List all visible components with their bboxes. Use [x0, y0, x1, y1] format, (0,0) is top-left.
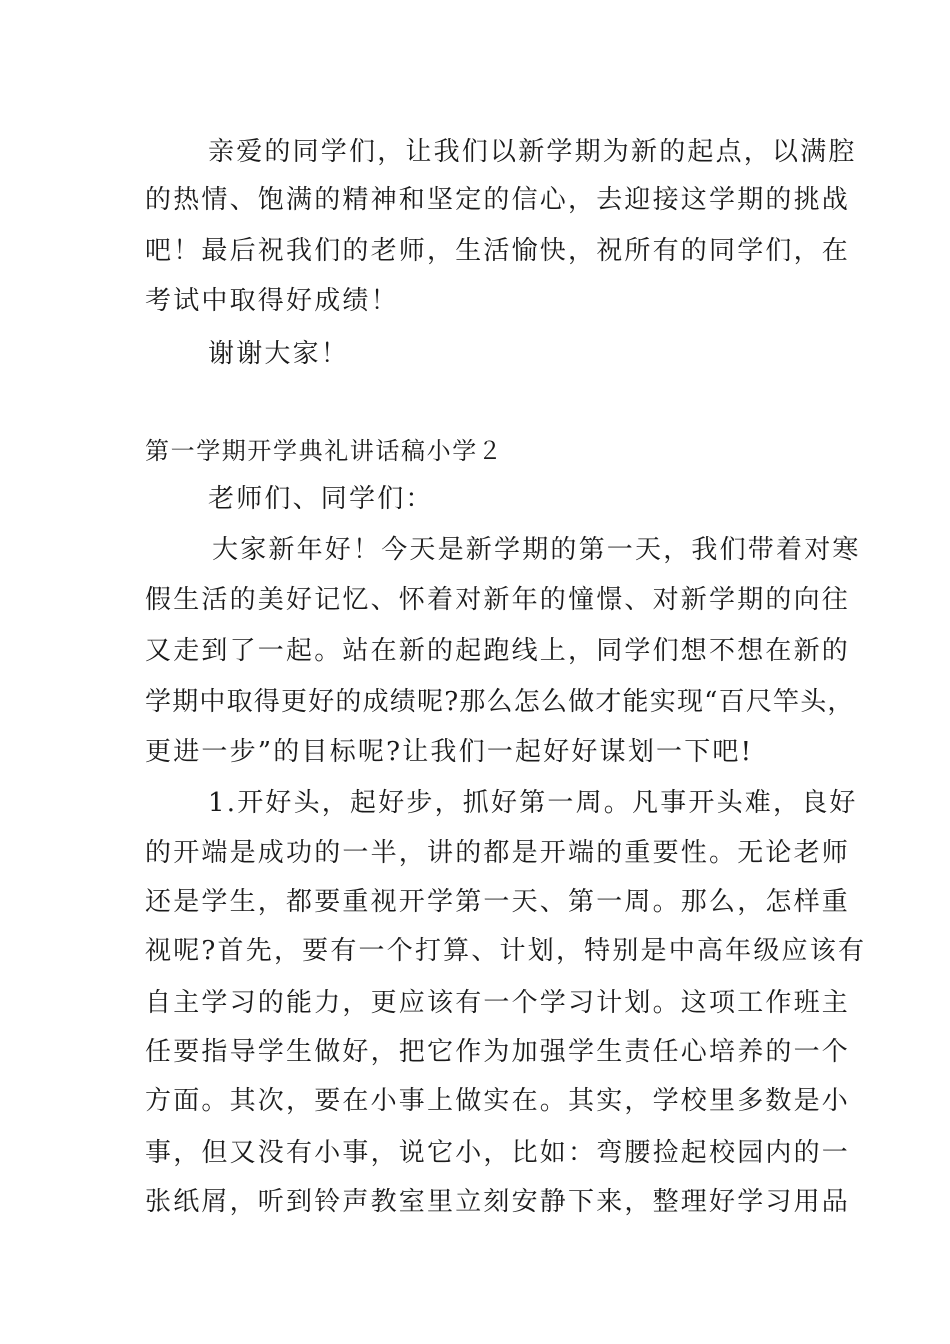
point1-line-6: 任要指导学生做好，把它作为加强学生责任心培养的一个	[145, 1037, 851, 1067]
greeting-line-4: 学期中取得更好的成绩呢?那么怎么做才能实现“百尺竿头，	[145, 687, 855, 717]
closing-line-3: 吧！最后祝我们的老师，生活愉快，祝所有的同学们，在	[145, 236, 851, 266]
point1-line-8: 事，但又没有小事，说它小，比如：弯腰捡起校园内的一	[145, 1138, 851, 1168]
greeting-line-1: 大家新年好！今天是新学期的第一天，我们带着对寒	[212, 535, 861, 565]
point1-line-1: 1.开好头，起好步，抓好第一周。凡事开头难，良好	[208, 788, 858, 818]
greeting-line-2: 假生活的美好记忆、怀着对新年的憧憬、对新学期的向往	[145, 585, 851, 615]
greeting-line-3: 又走到了一起。站在新的起跑线上，同学们想不想在新的	[145, 636, 851, 666]
closing-line-4: 考试中取得好成绩！	[145, 286, 399, 316]
point1-line-2: 的开端是成功的一半，讲的都是开端的重要性。无论老师	[145, 838, 851, 868]
closing-line-1: 亲爱的同学们，让我们以新学期为新的起点，以满腔	[208, 137, 857, 167]
point1-line-7: 方面。其次，要在小事上做实在。其实，学校里多数是小	[145, 1086, 851, 1116]
salutation: 老师们、同学们：	[208, 484, 434, 514]
point1-line-3: 还是学生，都要重视开学第一天、第一周。那么，怎样重	[145, 887, 851, 917]
point1-line-9: 张纸屑，听到铃声教室里立刻安静下来，整理好学习用品	[145, 1187, 851, 1217]
closing-line-2: 的热情、饱满的精神和坚定的信心，去迎接这学期的挑战	[145, 185, 851, 215]
point1-line-5: 自主学习的能力，更应该有一个学习计划。这项工作班主	[145, 988, 851, 1018]
point1-line-4: 视呢?首先，要有一个打算、计划，特别是中高年级应该有	[145, 936, 867, 966]
section-title: 第一学期开学典礼讲话稿小学２	[145, 437, 504, 465]
thanks-line: 谢谢大家！	[208, 339, 350, 369]
greeting-line-5: 更进一步”的目标呢?让我们一起好好谋划一下吧!	[145, 737, 754, 767]
